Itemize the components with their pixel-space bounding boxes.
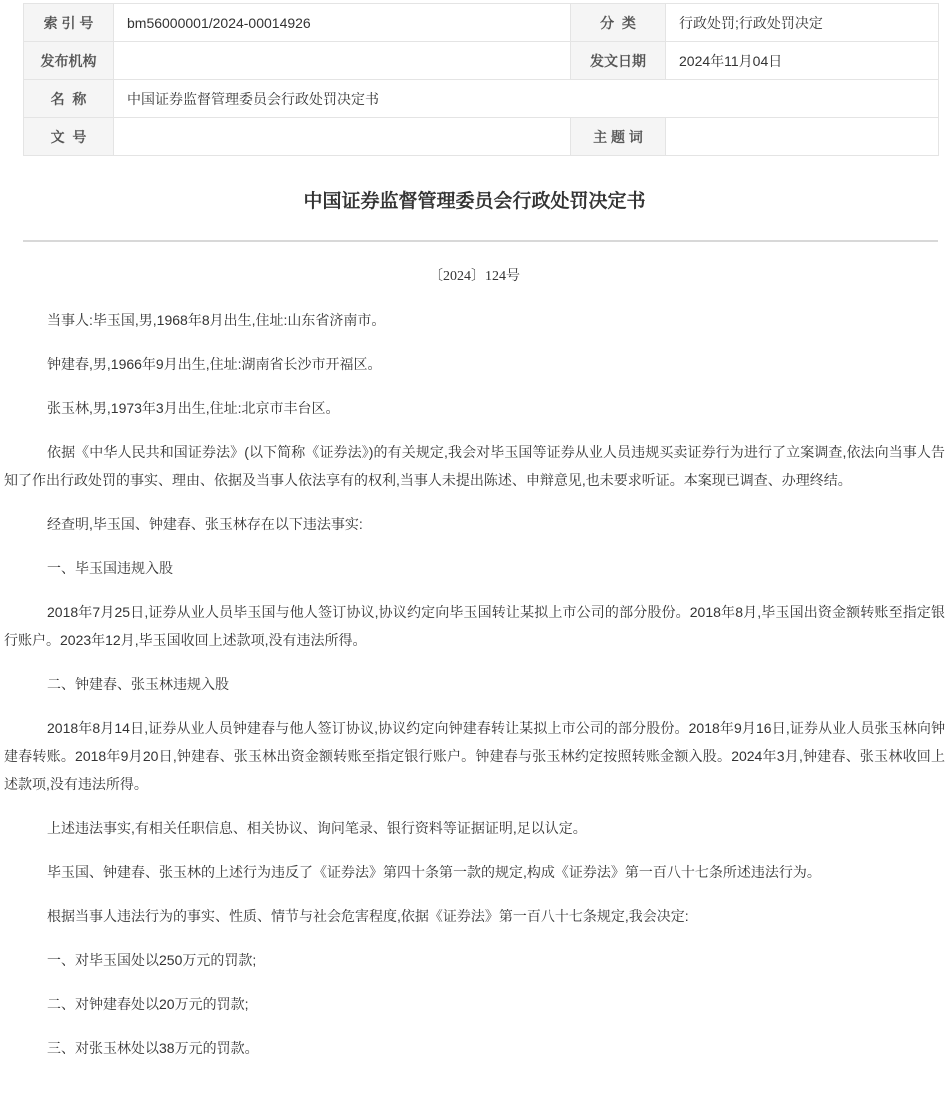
paragraph-section-1-detail: 2018年7月25日,证券从业人员毕玉国与他人签订协议,协议约定向毕玉国转让某拟上市公司的部分股份。2018年8月,毕玉国出资金额转账至指定银行账户。2023年12月,毕玉国收回上述款项,没有违法所得。 — [4, 603, 945, 648]
info-row-name — [24, 80, 939, 118]
paragraph-evidence: 上述违法事实,有相关任职信息、相关协议、询问笔录、银行资料等证据证明,足以认定。 — [47, 819, 587, 836]
index-number-label: 索 引 号 — [24, 4, 114, 42]
paragraph-decision-intro: 根据当事人违法行为的事实、性质、情节与社会危害程度,依据《证券法》第一百八十七条规定,我会决定: — [47, 907, 689, 924]
doc-number: 〔2024〕124号 — [429, 268, 520, 284]
info-row-docnum-subject — [24, 118, 939, 156]
index-number-value: bm56000001/2024-00014926 — [114, 4, 571, 42]
publisher-label: 发布机构 — [24, 42, 114, 80]
paragraph-penalty-1: 一、对毕玉国处以250万元的罚款; — [47, 951, 257, 968]
paragraph-party-2: 钟建春,男,1966年9月出生,住址:湖南省长沙市开福区。 — [47, 355, 382, 372]
subject-words-label: 主 题 词 — [571, 118, 666, 156]
issue-date-value: 2024年11月04日 — [666, 42, 939, 80]
category-value: 行政处罚;行政处罚决定 — [666, 4, 939, 42]
issue-date-label: 发文日期 — [571, 42, 666, 80]
paragraph-party-3: 张玉林,男,1973年3月出生,住址:北京市丰台区。 — [47, 399, 340, 416]
paragraph-section-2-detail: 2018年8月14日,证券从业人员钟建春与他人签订协议,协议约定向钟建春转让某拟上市公司的部分股份。2018年9月16日,证券从业人员张玉林向钟建春转账。2018年9月20日,钟建春、张玉林出资金额转账至指定银行账户。钟建春与张玉林约定按照转账金额入股。2024年3月,钟建春、张玉林收回上述款项,没有违法所得。 — [4, 719, 945, 792]
name-value: 中国证券监督管理委员会行政处罚决定书 — [114, 80, 939, 118]
title-divider — [23, 240, 938, 242]
document-body — [0, 286, 949, 1098]
category-label: 分 类 — [571, 4, 666, 42]
paragraph-section-2-heading: 二、钟建春、张玉林违规入股 — [47, 675, 229, 692]
document-number-value — [114, 118, 571, 156]
paragraph-legal-basis: 依据《中华人民共和国证券法》(以下简称《证券法》)的有关规定,我会对毕玉国等证券从业人员违规买卖证券行为进行了立案调查,依法向当事人告知了作出行政处罚的事实、理由、依据及当事人依法享有的权利,当事人未提出陈述、申辩意见,也未要求听证。本案现已调查、办理终结。 — [4, 443, 945, 488]
document-number-label: 文 号 — [24, 118, 114, 156]
subject-words-value — [666, 118, 939, 156]
page-title: 中国证券监督管理委员会行政处罚决定书 — [303, 191, 646, 212]
paragraph-penalty-2: 二、对钟建春处以20万元的罚款; — [47, 995, 249, 1012]
document-info-table — [23, 3, 939, 156]
paragraph-penalty-3: 三、对张玉林处以38万元的罚款。 — [47, 1039, 259, 1056]
paragraph-violation-conclusion: 毕玉国、钟建春、张玉林的上述行为违反了《证券法》第四十条第一款的规定,构成《证券法》第一百八十七条所述违法行为。 — [47, 863, 821, 880]
info-row-publisher-date — [24, 42, 939, 80]
name-label: 名 称 — [24, 80, 114, 118]
paragraph-findings-intro: 经查明,毕玉国、钟建春、张玉林存在以下违法事实: — [47, 515, 363, 532]
paragraph-section-1-heading: 一、毕玉国违规入股 — [47, 559, 173, 576]
publisher-value — [114, 42, 571, 80]
info-row-index-category — [24, 4, 939, 42]
paragraph-party-1: 当事人:毕玉国,男,1968年8月出生,住址:山东省济南市。 — [47, 311, 386, 328]
document-page — [0, 3, 949, 1098]
